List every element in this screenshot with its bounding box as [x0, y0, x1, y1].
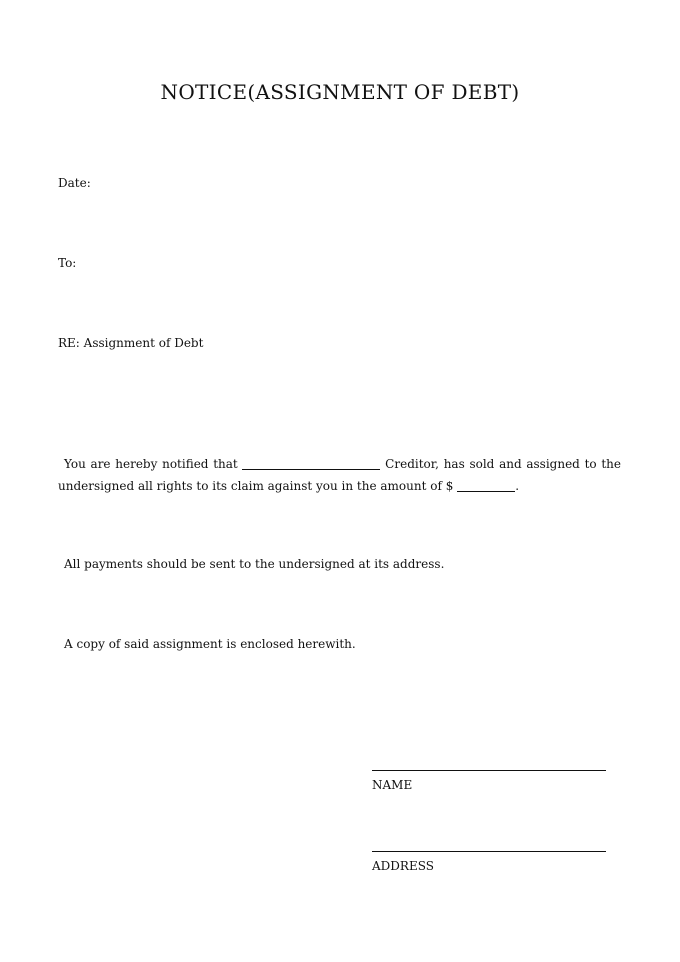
- creditor-blank[interactable]: [242, 457, 380, 470]
- document-title: NOTICE(ASSIGNMENT OF DEBT): [160, 80, 520, 104]
- date-label: Date:: [58, 176, 91, 190]
- amount-blank[interactable]: [457, 479, 515, 492]
- name-label: NAME: [372, 778, 413, 792]
- payments-paragraph: [58, 553, 621, 575]
- address-signature-line[interactable]: [372, 851, 606, 852]
- paragraph1-part2: Creditor, has sold and assigned to the undersigned all rights to its claim against you in the amount of $: [58, 457, 621, 493]
- name-signature-line[interactable]: [372, 770, 606, 771]
- enclosure-paragraph: [58, 633, 621, 655]
- notification-paragraph: [58, 453, 621, 497]
- paragraph1-part3: .: [515, 479, 520, 493]
- to-label: To:: [58, 256, 77, 270]
- paragraph1-part1: You are hereby notified that: [64, 457, 238, 471]
- enclosure-text: A copy of said assignment is enclosed herewith.: [64, 637, 356, 651]
- payments-text: All payments should be sent to the undersigned at its address.: [64, 557, 445, 571]
- re-line: RE: Assignment of Debt: [58, 336, 204, 350]
- address-label: ADDRESS: [372, 859, 434, 873]
